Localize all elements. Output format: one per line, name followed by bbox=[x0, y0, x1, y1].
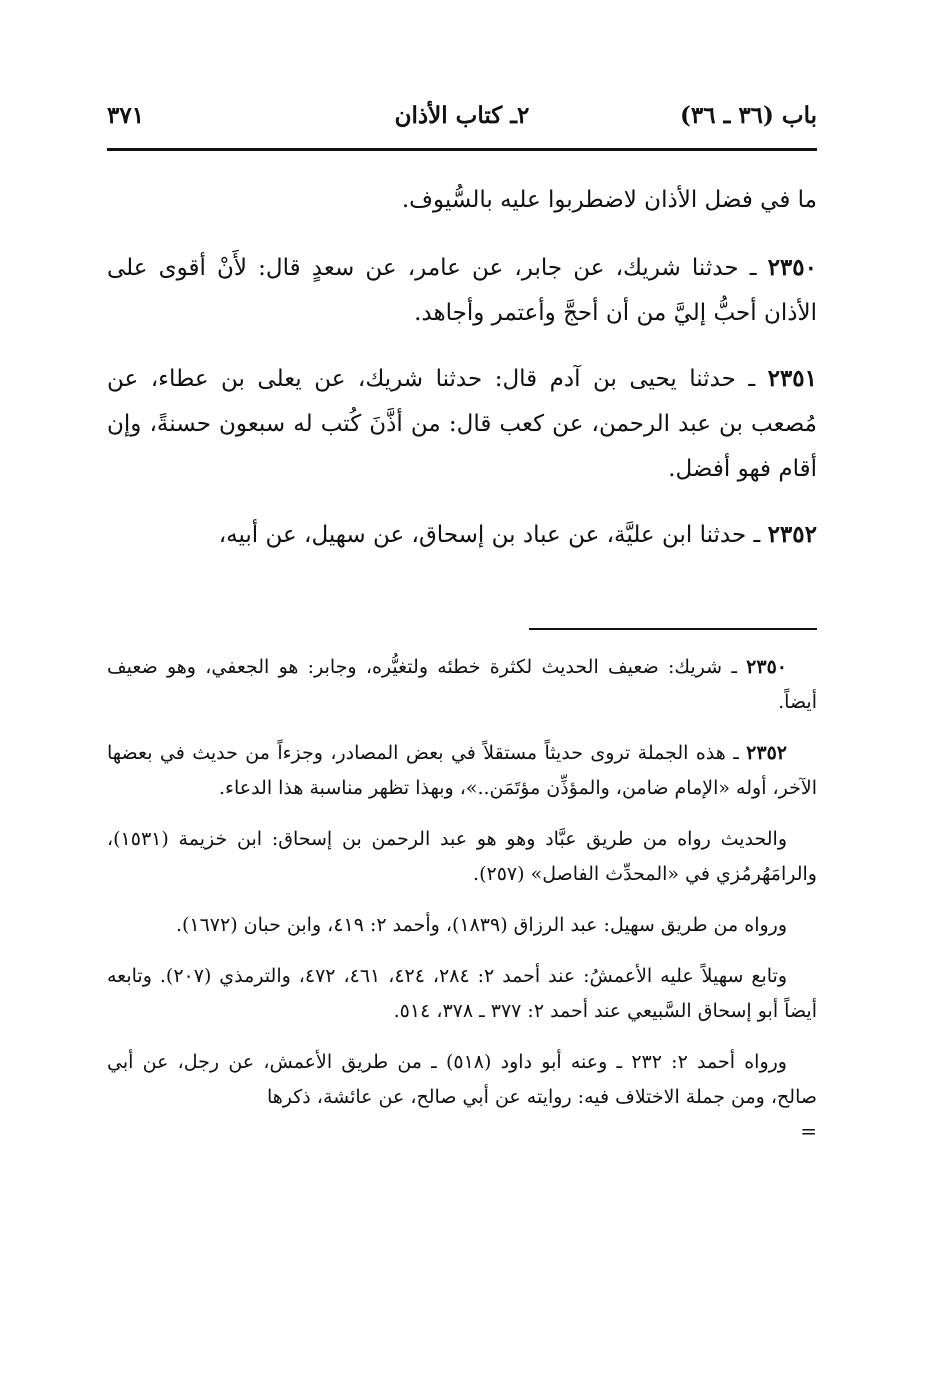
hadith-2352 bbox=[107, 512, 817, 558]
book-title: ٢ـ كتاب الأذان bbox=[394, 102, 530, 129]
hadith-number: ٢٣٥٢ bbox=[767, 521, 817, 548]
header-rule bbox=[107, 148, 817, 151]
continuation-mark: = bbox=[800, 1119, 817, 1143]
main-text bbox=[107, 178, 817, 578]
footnote-number: ٢٣٥٠ bbox=[746, 656, 787, 678]
page-number: ٣٧١ bbox=[107, 102, 145, 129]
footnote-text: ـ شريك: ضعيف الحديث لكثرة خطئه ولتغيُّره، وجابر: هو الجعفي، وهو ضعيف أيضاً. bbox=[107, 656, 817, 713]
hadith-2350 bbox=[107, 245, 817, 336]
footnote-2352 bbox=[107, 736, 817, 806]
hadith-text: ـ حدثنا شريك، عن جابر، عن عامر، عن سعدٍ قال: لأَنْ أقوى على الأذان أحبُّ إليَّ من أن أحجَّ وأعتمر وأجاهد. bbox=[107, 255, 817, 326]
footnote-separator bbox=[529, 628, 817, 630]
footnote-paragraph: والحديث رواه من طريق عبَّاد وهو هو عبد الرحمن بن إسحاق: ابن خزيمة (١٥٣١)، والرامَهُرمُزي في «المحدِّث الفاصل» (٢٥٧). bbox=[107, 828, 817, 885]
hadith-number: ٢٣٥٠ bbox=[767, 254, 817, 281]
footnote-paragraph: ورواه أحمد ٢: ٢٣٢ ـ وعنه أبو داود (٥١٨) ـ من طريق الأعمش، عن رجل، عن أبي صالح، ومن جملة الاختلاف فيه: روايته عن أبي صالح، عن عائشة، ذكرها bbox=[107, 1051, 817, 1108]
running-header bbox=[107, 98, 817, 142]
chapter-label: باب (٣٦ ـ ٣٦) bbox=[679, 102, 817, 129]
footnotes bbox=[107, 650, 817, 1141]
footnote-text: ـ هذه الجملة تروى حديثاً مستقلاً في بعض المصادر، وجزءاً من حديث في بعضها الآخر، أوله «الإمام ضامن، والمؤذِّن مؤتَمَن..»، وبهذا تظهر مناسبة هذا الدعاء. bbox=[107, 742, 817, 799]
footnote-2350 bbox=[107, 650, 817, 720]
hadith-text: ـ حدثنا ابن عليَّة، عن عباد بن إسحاق، عن سهيل، عن أبيه، bbox=[218, 522, 768, 548]
footnote-paragraph: ورواه من طريق سهيل: عبد الرزاق (١٨٣٩)، وأحمد ٢: ٤١٩، وابن حبان (١٦٧٢). bbox=[175, 914, 787, 936]
footnote-number: ٢٣٥٢ bbox=[746, 742, 787, 764]
hadith-number: ٢٣٥١ bbox=[767, 365, 817, 392]
hadith-text: ـ حدثنا يحيى بن آدم قال: حدثنا شريك، عن يعلى بن عطاء، عن مُصعب بن عبد الرحمن، عن كعب قال: من أذَّنَ كُتب له سبعون حسنةً، وإن أقام فهو أفضل. bbox=[107, 366, 817, 482]
hadith-2351 bbox=[107, 356, 817, 492]
footnote-paragraph: وتابع سهيلاً عليه الأعمشُ: عند أحمد ٢: ٢٨٤، ٤٢٤، ٤٦١، ٤٧٢، والترمذي (٢٠٧). وتابعه أيضاً أبو إسحاق السَّبيعي عند أحمد ٢: ٣٧٧ ـ ٣٧٨، ٥١٤. bbox=[107, 965, 817, 1022]
opening-line: ما في فضل الأذان لاضطربوا عليه بالسُّيوف. bbox=[401, 187, 817, 213]
document-page bbox=[107, 0, 817, 1392]
